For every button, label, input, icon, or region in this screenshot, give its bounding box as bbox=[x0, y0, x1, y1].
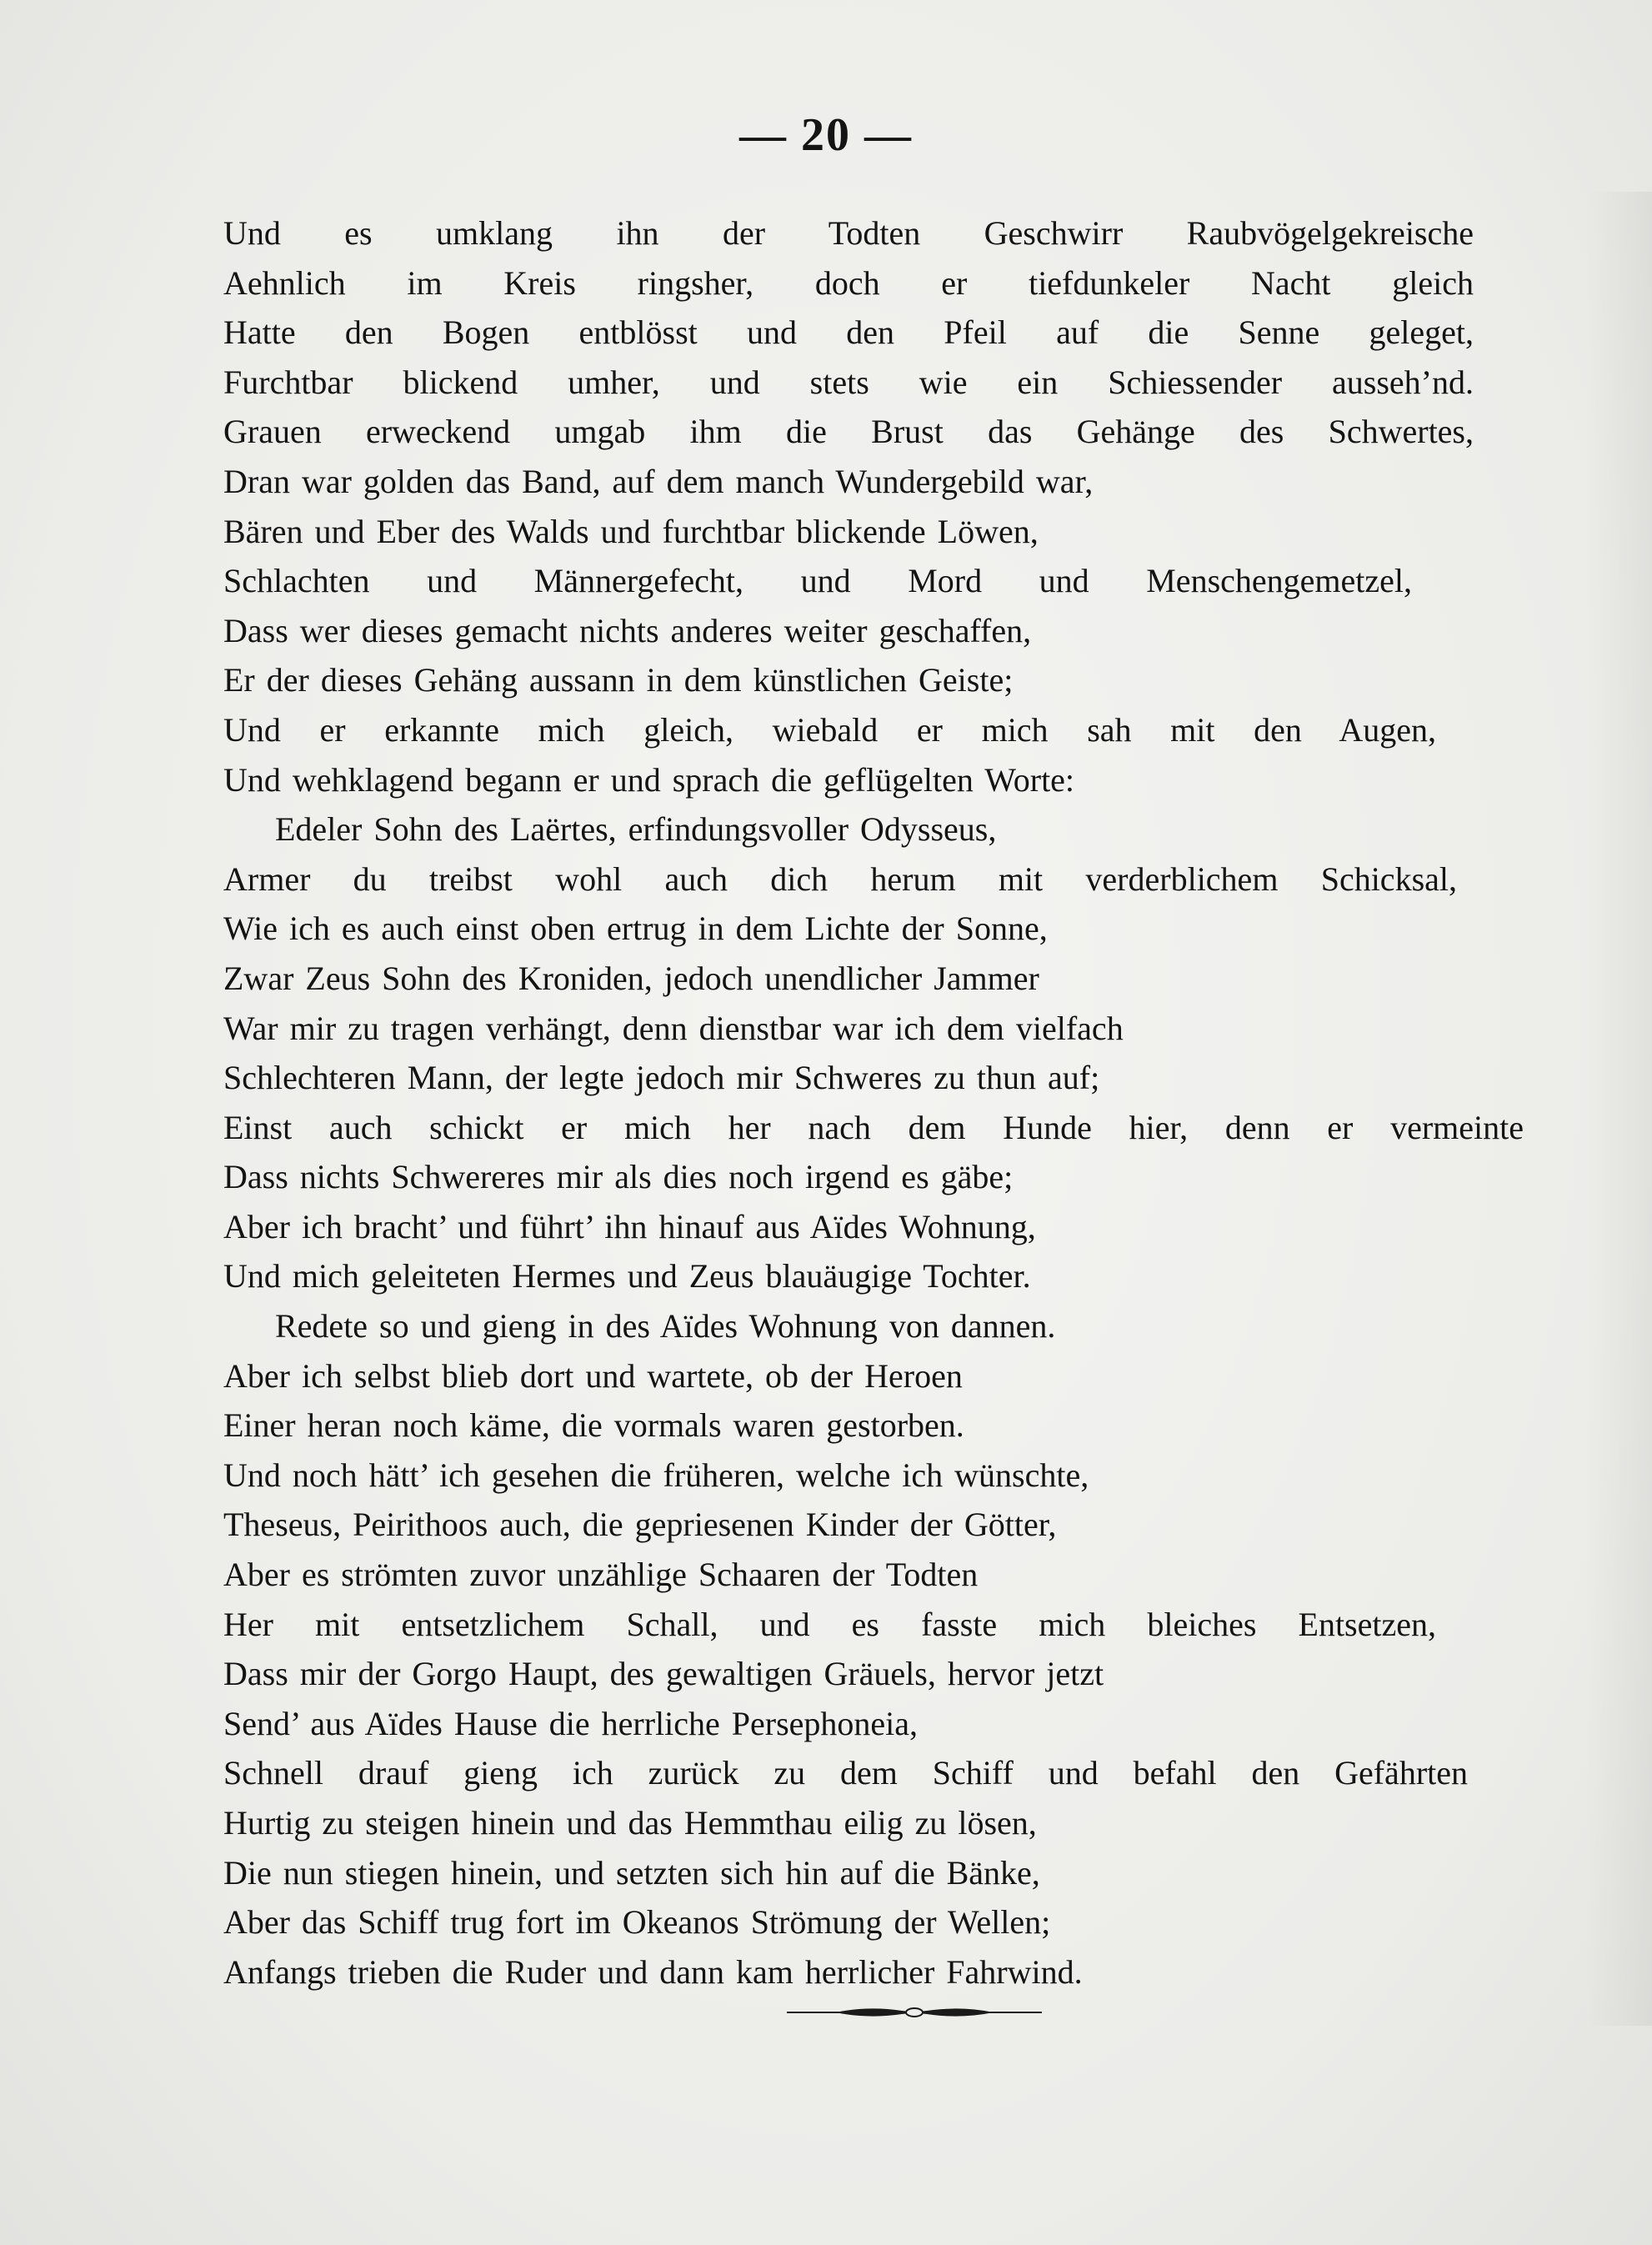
verse-line: Zwar Zeus Sohn des Kroniden, jedoch unendlicher Jammer bbox=[223, 959, 1039, 997]
verse-line: Aber es strömten zuvor unzählige Schaaren der Todten bbox=[223, 1556, 979, 1594]
verse-line: Hurtig zu steigen hinein und das Hemmthau eilig zu lösen, bbox=[223, 1804, 1037, 1842]
verse-line: Aber ich bracht’ und führt’ ihn hinauf aus Aïdes Wohnung, bbox=[223, 1207, 1036, 1245]
verse-line: Einer heran noch käme, die vormals waren gestorben. bbox=[223, 1406, 964, 1445]
verse-line-indented: Redete so und gieng in des Aïdes Wohnung von dannen. bbox=[275, 1307, 1056, 1345]
verse-line: Aehnlich im Kreis ringsher, doch er tiefdunkeler Nacht gleich bbox=[223, 263, 1474, 302]
verse-line: Dass nichts Schwereres mir als dies noch irgend es gäbe; bbox=[223, 1158, 1014, 1196]
verse-line: Hatte den Bogen entblösst und den Pfeil auf die Senne geleget, bbox=[223, 313, 1474, 352]
verse-line: Armer du treibst wohl auch dich herum mit verderblichem Schicksal, bbox=[223, 859, 1457, 898]
page-number: — 20 — bbox=[739, 109, 913, 161]
verse-line: Die nun stiegen hinein, und setzten sich hin auf die Bänke, bbox=[223, 1853, 1040, 1892]
verse-line: Und noch hätt’ ich gesehen die früheren, welche ich wünschte, bbox=[223, 1456, 1089, 1494]
verse-line: War mir zu tragen verhängt, denn dienstbar war ich dem vielfach bbox=[223, 1009, 1124, 1047]
verse-line: Aber das Schiff trug fort im Okeanos Strömung der Wellen; bbox=[223, 1903, 1051, 1942]
verse-line: Wie ich es auch einst oben ertrug in dem Lichte der Sonne, bbox=[223, 910, 1048, 948]
verse-line: Grauen erweckend umgab ihm die Brust das Gehänge des Schwertes, bbox=[223, 413, 1474, 451]
verse-line: Und er erkannte mich gleich, wiebald er mich sah mit den Augen, bbox=[223, 710, 1436, 749]
verse-block bbox=[223, 208, 1524, 1997]
verse-line: Furchtbar blickend umher, und stets wie ein Schiessender ausseh’nd. bbox=[223, 363, 1474, 401]
verse-line: Schlachten und Männergefecht, und Mord und Menschengemetzel, bbox=[223, 562, 1412, 600]
show-through-shadow bbox=[1585, 192, 1652, 2026]
verse-line-indented: Edeler Sohn des Laërtes, erfindungsvoller Odysseus, bbox=[275, 810, 997, 849]
verse-line: Her mit entsetzlichem Schall, und es fasste mich bleiches Entsetzen, bbox=[223, 1605, 1436, 1643]
verse-line: Er der dieses Gehäng aussann in dem künstlichen Geiste; bbox=[223, 661, 1014, 699]
verse-line: Und wehklagend begann er und sprach die geflügelten Worte: bbox=[223, 760, 1075, 799]
verse-line: Und es umklang ihn der Todten Geschwirr Raubvögelgekreische bbox=[223, 214, 1474, 252]
verse-line: Einst auch schickt er mich her nach dem Hunde hier, denn er vermeinte bbox=[223, 1108, 1524, 1146]
verse-line: Bären und Eber des Walds und furchtbar blickende Löwen, bbox=[223, 512, 1039, 550]
verse-line: Und mich geleiteten Hermes und Zeus blauäugige Tochter. bbox=[223, 1257, 1031, 1295]
verse-line: Dass mir der Gorgo Haupt, des gewaltigen Gräuels, hervor jetzt bbox=[223, 1655, 1104, 1693]
verse-line: Dass wer dieses gemacht nichts anderes weiter geschaffen, bbox=[223, 611, 1032, 649]
verse-line: Schlechteren Mann, der legte jedoch mir Schweres zu thun auf; bbox=[223, 1059, 1100, 1097]
verse-line: Send’ aus Aïdes Hause die herrliche Persephoneia, bbox=[223, 1704, 919, 1742]
verse-line: Anfangs trieben die Ruder und dann kam herrlicher Fahrwind. bbox=[223, 1952, 1083, 1991]
verse-line: Dran war golden das Band, auf dem manch Wundergebild war, bbox=[223, 462, 1094, 500]
verse-line: Schnell drauf gieng ich zurück zu dem Schiff und befahl den Gefährten bbox=[223, 1754, 1468, 1792]
verse-line: Aber ich selbst blieb dort und wartete, ob der Heroen bbox=[223, 1356, 963, 1395]
verse-line: Theseus, Peirithoos auch, die gepriesenen Kinder der Götter, bbox=[223, 1506, 1057, 1544]
end-ornament bbox=[785, 2002, 1044, 2022]
